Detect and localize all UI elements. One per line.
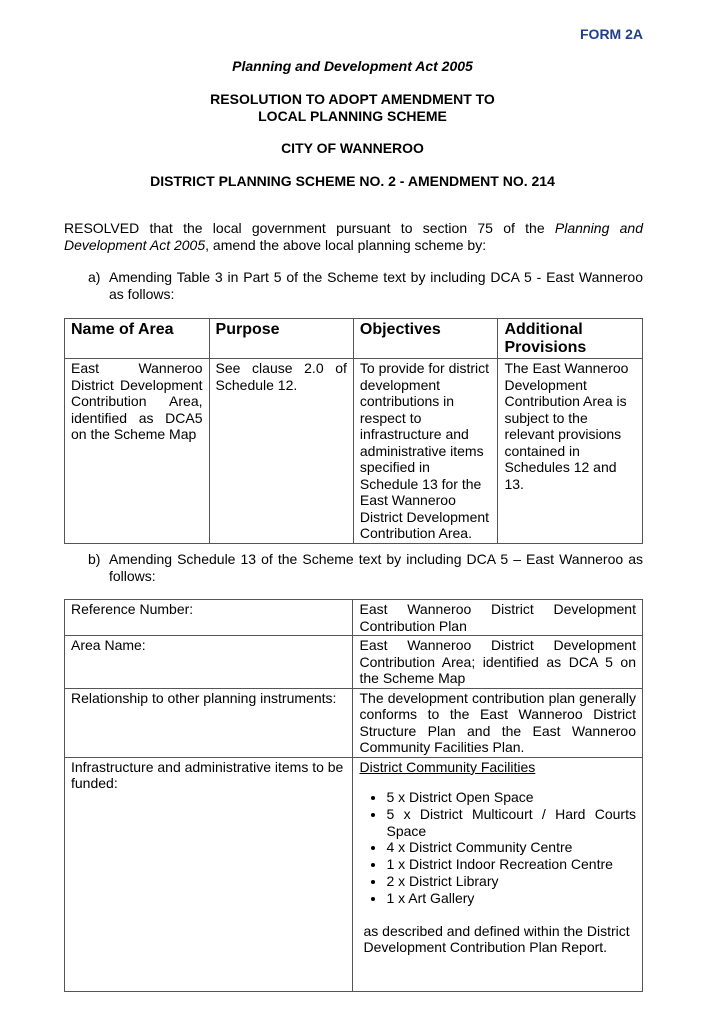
resolved-paragraph xyxy=(64,220,643,254)
relationship-label: Relationship to other planning instruments: xyxy=(65,688,353,757)
city-name: CITY OF WANNEROO xyxy=(281,140,424,156)
item-b-marker: b) xyxy=(88,551,101,567)
infrastructure-label: Infrastructure and administrative items to be funded: xyxy=(65,757,353,991)
area-label: Area Name: xyxy=(65,636,353,689)
header-additional-provisions: Additional Provisions xyxy=(498,319,643,359)
reference-label: Reference Number: xyxy=(65,600,353,636)
facility-item: • 4 x District Community Centre xyxy=(386,839,636,856)
infrastructure-value xyxy=(353,757,643,991)
facilities-list xyxy=(359,789,636,907)
schedule-13-table xyxy=(64,599,643,992)
item-a-marker: a) xyxy=(88,269,101,285)
dca-table-row xyxy=(65,359,643,544)
resolved-prefix: RESOLVED that the local government pursuant to section 75 of the xyxy=(64,220,555,236)
resolution-title-line1: RESOLUTION TO ADOPT AMENDMENT TO xyxy=(210,91,495,107)
header-objectives: Objectives xyxy=(353,319,498,359)
resolved-act: Planning and Development Act 2005 xyxy=(64,220,643,253)
facility-item: • 1 x District Indoor Recreation Centre xyxy=(386,856,636,873)
reference-row xyxy=(65,600,643,636)
header-purpose: Purpose xyxy=(209,319,353,359)
resolved-suffix: , amend the above local planning scheme by: xyxy=(205,237,487,253)
dca-table xyxy=(64,318,643,544)
cell-additional-provisions: The East Wanneroo Development Contribution Area is subject to the relevant provisions contained in Schedules 12 and 13. xyxy=(498,359,643,544)
item-b-text: Amending Schedule 13 of the Scheme text by including DCA 5 – East Wanneroo as follows: xyxy=(109,551,643,584)
header-name-of-area: Name of Area xyxy=(65,319,210,359)
facility-item: • 2 x District Library xyxy=(386,873,636,890)
reference-value: East Wanneroo District Development Contribution Plan xyxy=(353,600,643,636)
facility-item: • 1 x Art Gallery xyxy=(386,890,636,907)
facilities-tail: as described and defined within the District Development Contribution Plan Report. xyxy=(363,922,630,956)
relationship-value: The development contribution plan generally conforms to the East Wanneroo District Structure Plan and the East Wanneroo Community Facilities Plan. xyxy=(353,688,643,757)
act-title: Planning and Development Act 2005 xyxy=(232,58,473,74)
dca-table-header-row xyxy=(65,319,643,359)
form-label: FORM 2A xyxy=(580,26,643,42)
area-value: East Wanneroo District Development Contribution Area; identified as DCA 5 on the Scheme Map xyxy=(353,636,643,689)
facility-item: • 5 x District Multicourt / Hard Courts Space xyxy=(386,806,636,840)
resolution-title-line2: LOCAL PLANNING SCHEME xyxy=(258,108,447,124)
facility-item: • 5 x District Open Space xyxy=(386,789,636,806)
facilities-heading: District Community Facilities xyxy=(359,758,536,775)
cell-purpose: See clause 2.0 of Schedule 12. xyxy=(209,359,353,544)
item-a-text: Amending Table 3 in Part 5 of the Scheme text by including DCA 5 - East Wanneroo as follows: xyxy=(109,269,643,302)
amendment-item-a xyxy=(88,269,643,303)
amendment-item-b xyxy=(88,551,643,585)
cell-objectives: To provide for district development contributions in respect to infrastructure and administrative items specified in Schedule 13 for the East Wanneroo District Development Contribution Area. xyxy=(353,359,498,544)
relationship-row xyxy=(65,688,643,757)
cell-name-of-area: East Wanneroo District Development Contribution Area, identified as DCA5 on the Scheme Map xyxy=(65,359,210,544)
infrastructure-row xyxy=(65,757,643,991)
resolution-title xyxy=(0,91,705,125)
scheme-amendment-title: DISTRICT PLANNING SCHEME NO. 2 - AMENDMENT NO. 214 xyxy=(150,173,555,189)
area-row xyxy=(65,636,643,689)
